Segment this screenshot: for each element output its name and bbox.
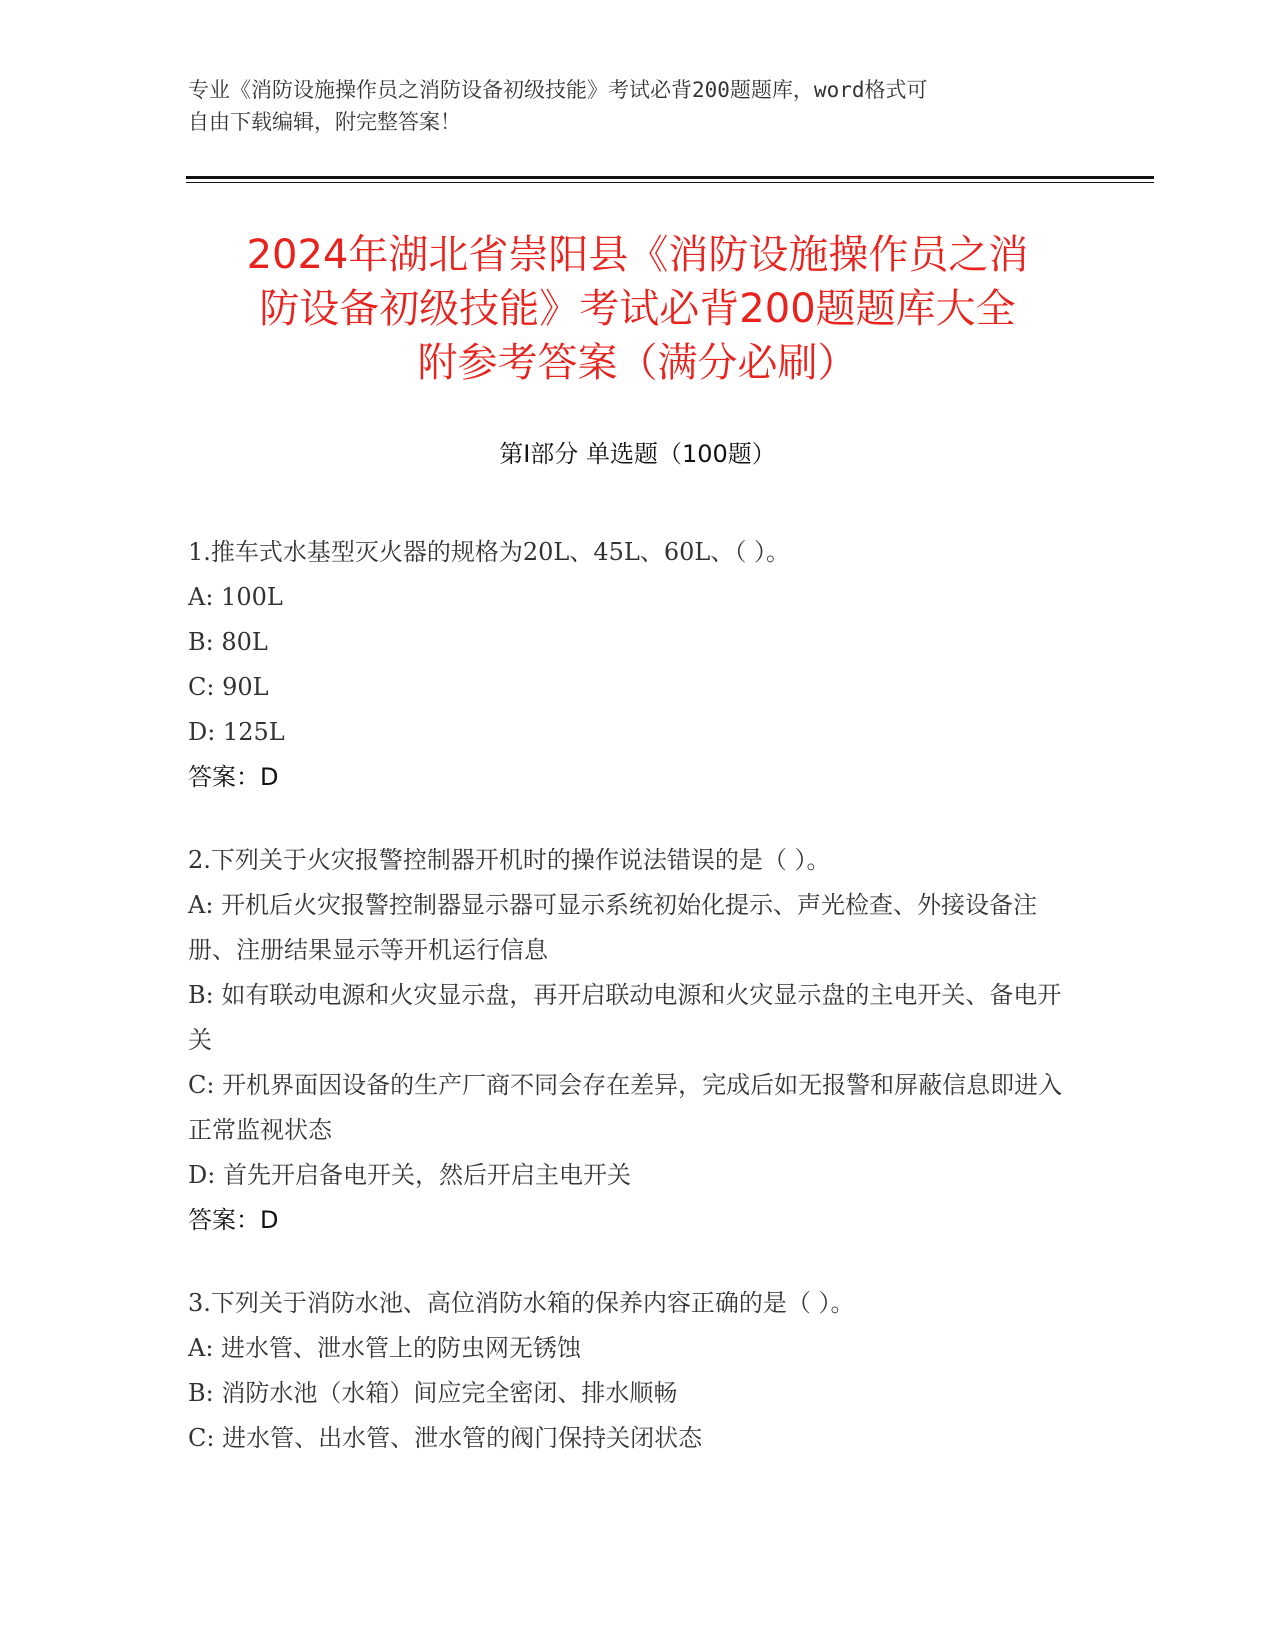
option-c: C: 开机界面因设备的生产厂商不同会存在差异，完成后如无报警和屏蔽信息即进入正常监视状态 [188, 1071, 1063, 1144]
header-note [188, 74, 1088, 138]
option-b: B: 80L [188, 628, 268, 656]
question-1 [188, 530, 1088, 800]
header-note-line-2: 自由下载编辑，附完整答案！ [188, 110, 461, 134]
answer: 答案：D [188, 1206, 279, 1234]
document-title-line-3: 附参考答案（满分必刷） [417, 340, 858, 386]
option-c: C: 进水管、出水管、泄水管的阀门保持关闭状态 [188, 1424, 703, 1452]
question-text: 1.推车式水基型灭火器的规格为20L、45L、60L、（ ）。 [188, 538, 790, 566]
question-2 [188, 838, 1088, 1243]
document-title-line-2: 防设备初级技能》考试必背200题题库大全 [259, 286, 1016, 332]
option-a: A: 进水管、泄水管上的防虫网无锈蚀 [188, 1334, 582, 1362]
option-d: D: 首先开启备电开关，然后开启主电开关 [188, 1161, 631, 1189]
question-text: 2.下列关于火灾报警控制器开机时的操作说法错误的是（ ）。 [188, 846, 831, 874]
question-text: 3.下列关于消防水池、高位消防水箱的保养内容正确的是（ ）。 [188, 1289, 855, 1317]
option-d: D: 125L [188, 718, 285, 746]
question-3 [188, 1281, 1088, 1461]
document-title [150, 228, 1125, 390]
header-note-line-1: 专业《消防设施操作员之消防设备初级技能》考试必背200题题库，word格式可 [188, 78, 928, 102]
question-list [188, 530, 1088, 1499]
option-b: B: 消防水池（水箱）间应完全密闭、排水顺畅 [188, 1379, 678, 1407]
document-title-line-1: 2024年湖北省崇阳县《消防设施操作员之消 [246, 232, 1029, 278]
option-b: B: 如有联动电源和火灾显示盘，再开启联动电源和火灾显示盘的主电开关、备电开关 [188, 981, 1062, 1054]
header-divider-thin [186, 182, 1154, 183]
header-divider-thick [186, 176, 1154, 179]
section-heading: 第Ⅰ部分 单选题（100题） [499, 440, 776, 468]
answer: 答案：D [188, 763, 279, 791]
option-c: C: 90L [188, 673, 269, 701]
option-a: A: 100L [188, 583, 283, 611]
option-a: A: 开机后火灾报警控制器显示器可显示系统初始化提示、声光检查、外接设备注册、注册结果显示等开机运行信息 [188, 891, 1038, 964]
